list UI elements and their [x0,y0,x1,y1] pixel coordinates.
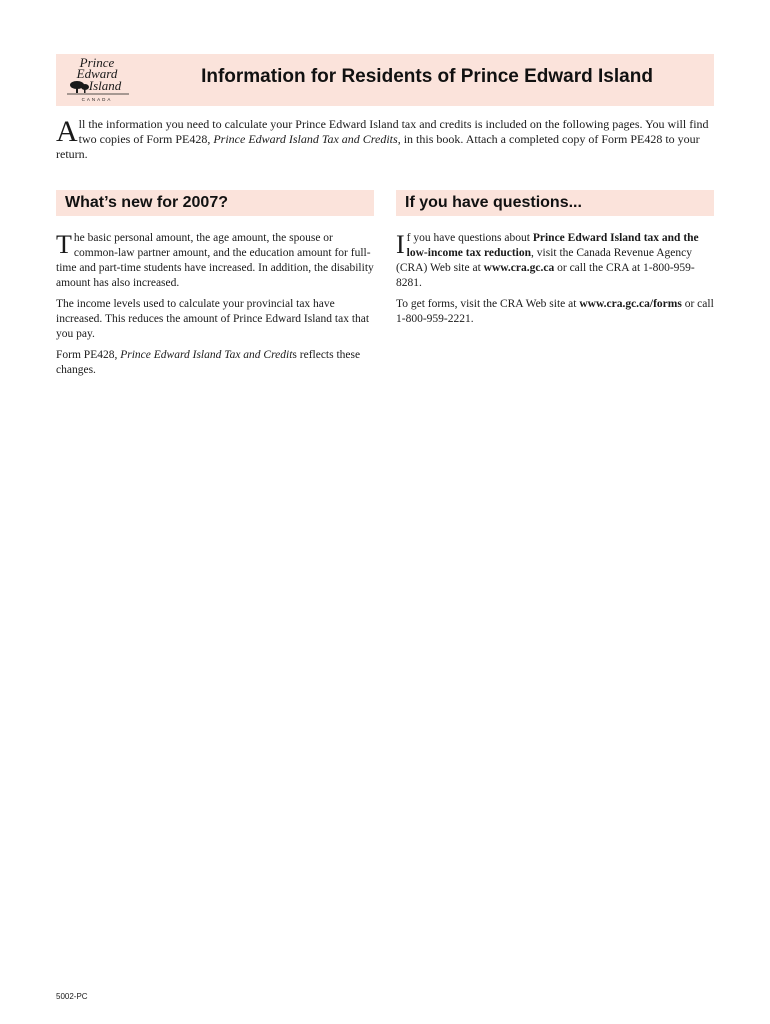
whats-new-p3-italic: Prince Edward Island Tax and Credit [120,349,293,361]
whats-new-column [56,231,374,384]
cra-forms-link: www.cra.gc.ca/forms [579,298,682,310]
questions-p2-text-1: To get forms, visit the CRA Web site at [396,298,580,310]
whats-new-p1-text: he basic personal amount, the age amount, the spouse or common-law partner amount, and the education amount for full-time and part-time students have increased. In addition, the disability amount has also increased. [56,232,374,289]
page-title: Information for Residents of Prince Edward Island [201,66,653,87]
questions-p1-text-1: f you have questions about [406,232,533,244]
cra-website-link: www.cra.gc.ca [483,262,555,274]
intro-text-1: ll the information you need to calculate your Prince Edward Island tax and credits is included on the following pages. You will find two copies of Form PE428, [78,117,709,146]
logo-line-2: Edward [76,66,118,81]
whats-new-dropcap: T [56,230,72,259]
logo-line-1: Prince [79,55,115,70]
logo-line-4: CANADA [81,97,113,102]
questions-p2-text-2: or call 1-800-959-2221. [396,298,714,325]
tree-icon [70,81,89,93]
questions-heading: If you have questions... [396,190,714,216]
intro-dropcap: A [56,115,78,148]
questions-p1-bold-1: Prince Edward Island tax and the low-income tax reduction [406,232,699,259]
questions-column [396,231,714,333]
whats-new-p3-text-1: Form PE428, [56,349,121,361]
questions-p1-text-3: or call the CRA at 1-800-959-8281. [396,262,695,289]
whats-new-p3-text-2: s reflects these changes. [56,349,361,376]
form-code: 5002-PC [56,992,88,1001]
pei-logo [63,54,135,104]
logo-line-3: Island [88,78,122,93]
whats-new-paragraph-3 [56,348,374,378]
questions-paragraph-1 [396,231,714,291]
whats-new-paragraph-2: The income levels used to calculate your provincial tax have increased. This reduces the amount of Prince Edward Island tax that you pay. [56,298,370,340]
questions-paragraph-2 [396,297,714,327]
questions-dropcap: I [396,230,405,259]
intro-italic: Prince Edward Island Tax and Credits [213,132,398,146]
intro-paragraph [56,117,714,162]
questions-p1-text-2: , visit the Canada Revenue Agency (CRA) Web site at [396,247,692,274]
intro-text-2: , in this book. Attach a completed copy of Form PE428 to your return. [56,132,700,161]
whats-new-heading: What’s new for 2007? [56,190,374,216]
whats-new-paragraph-1 [56,231,374,291]
